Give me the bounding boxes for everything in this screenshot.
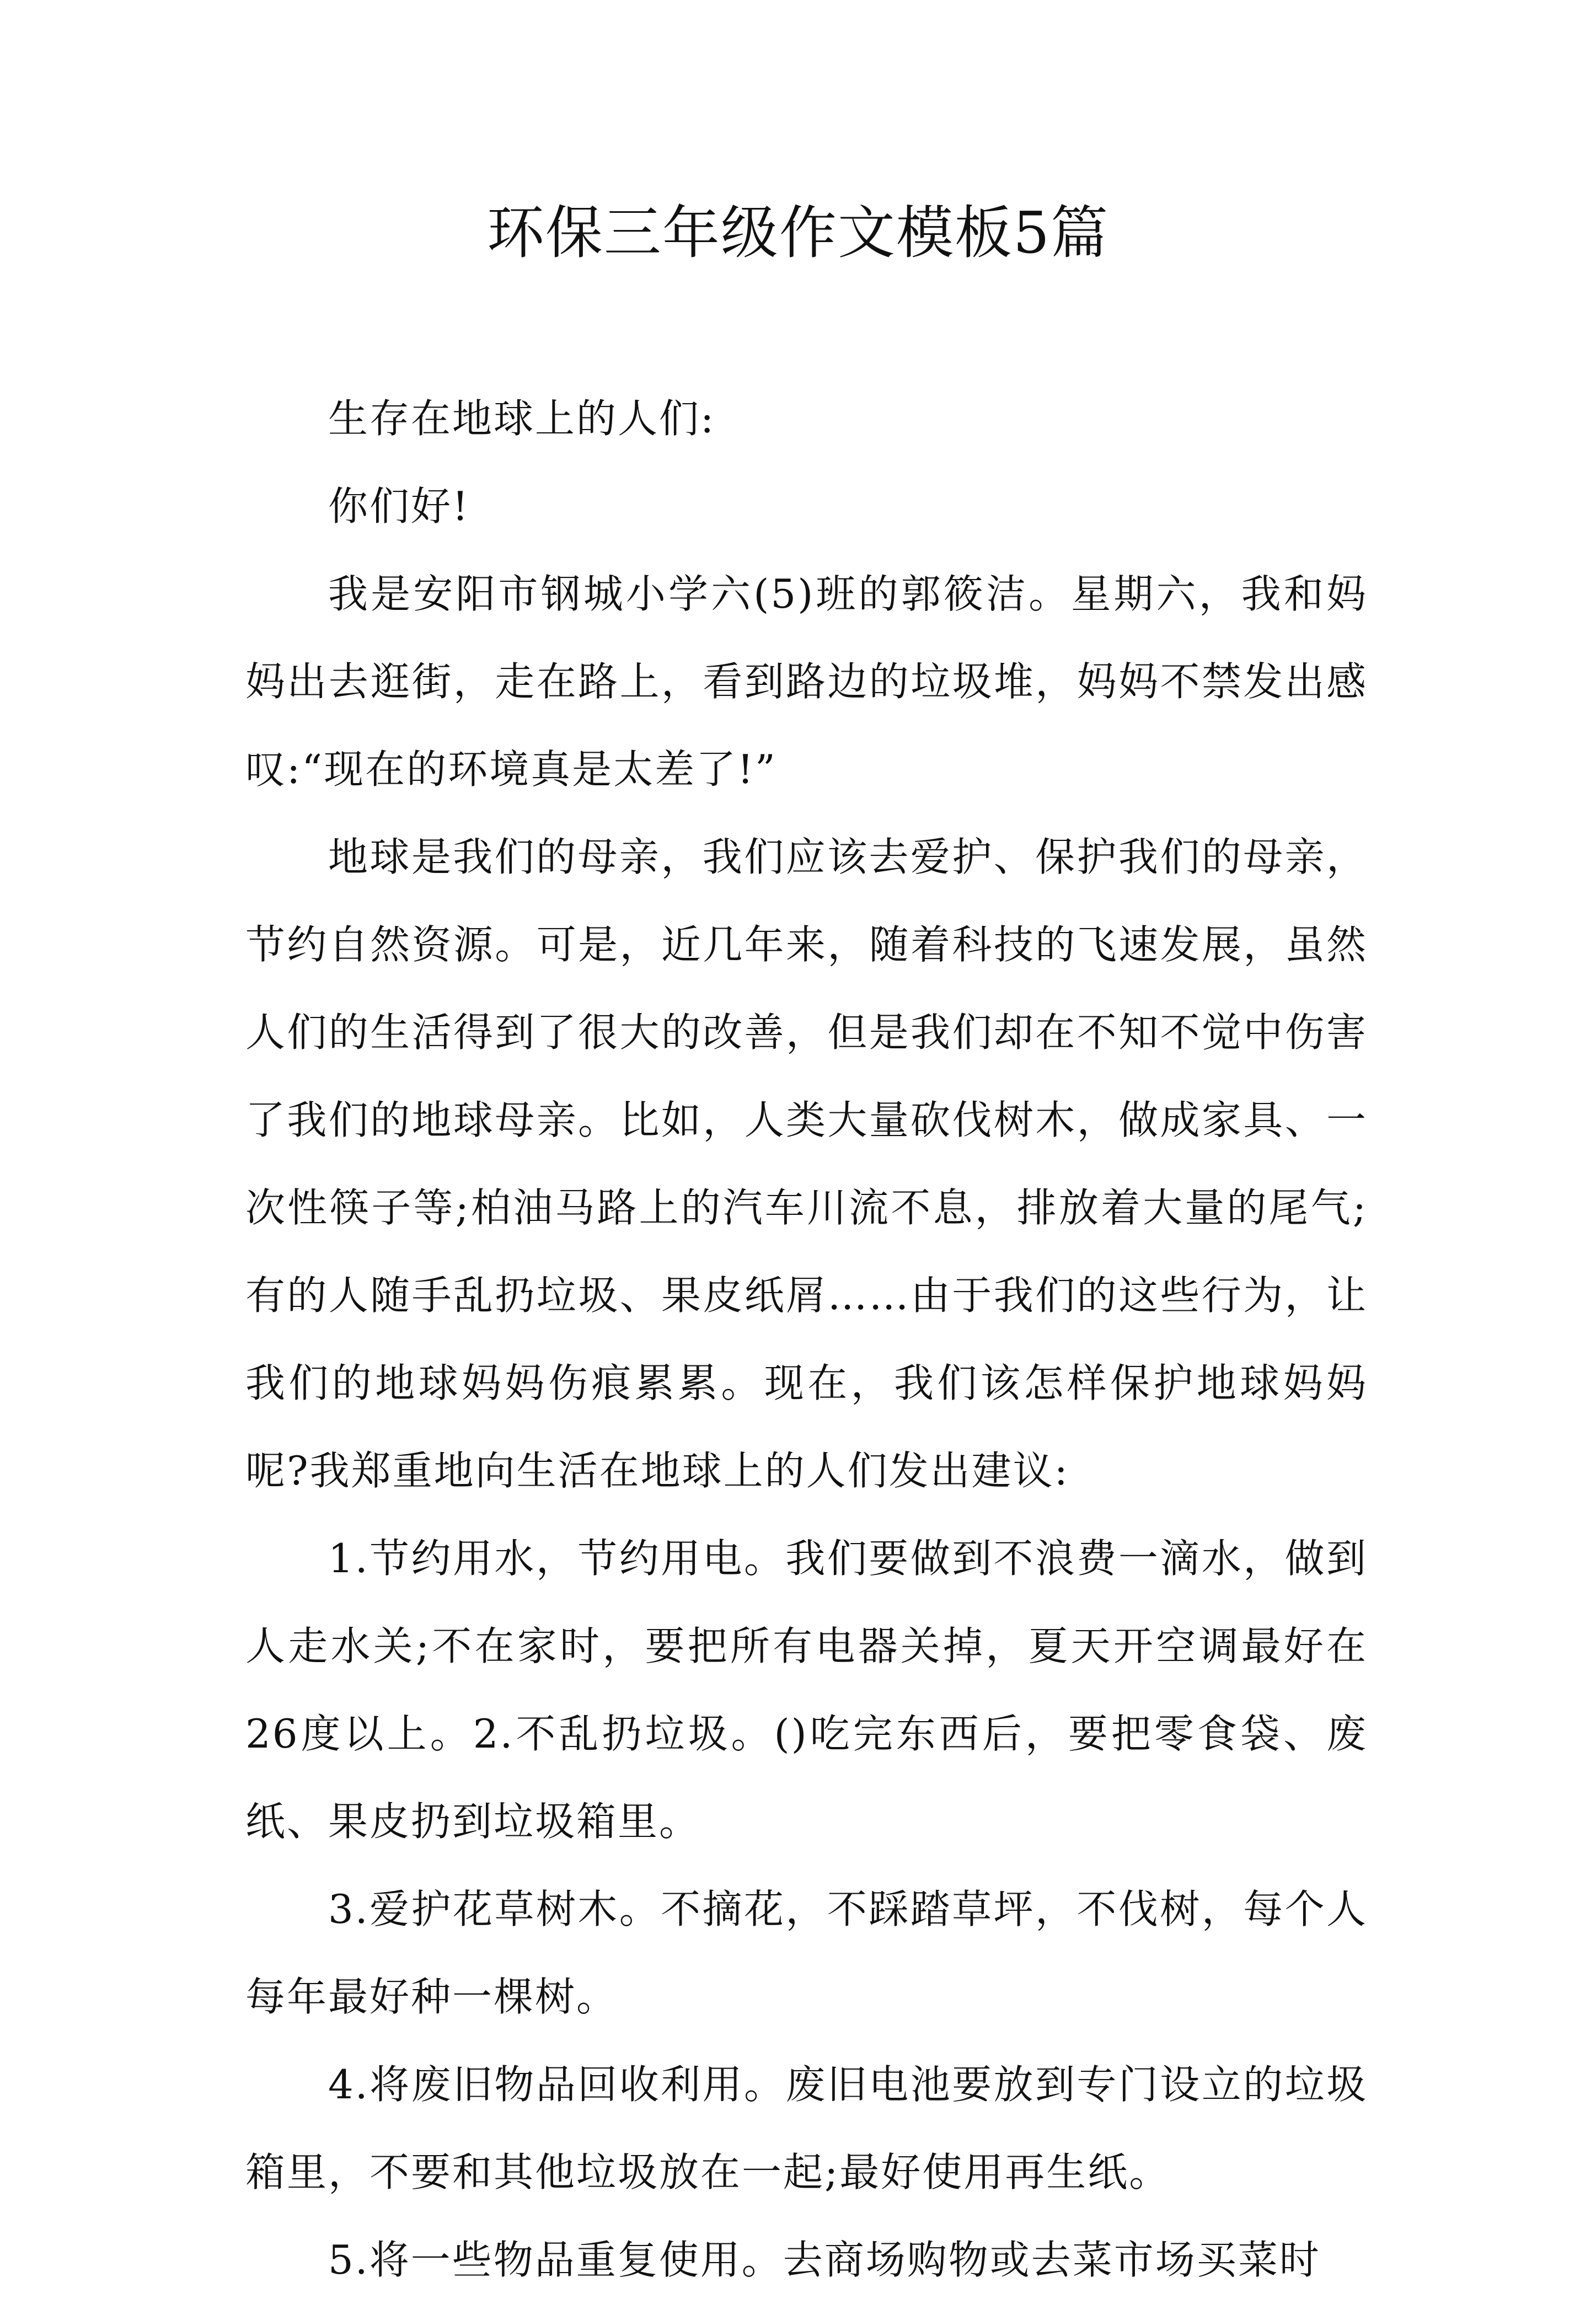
paragraph-suggestion-3: 3.爱护花草树木。不摘花，不踩踏草坪，不伐树，每个人每年最好种一棵树。 bbox=[245, 1886, 1368, 2020]
paragraph-greeting-recipient: 生存在地球上的人们: bbox=[328, 395, 716, 442]
paragraph-suggestion-5: 5.将一些物品重复使用。去商场购物或去菜市场买菜时 bbox=[328, 2237, 1321, 2283]
document-body bbox=[245, 375, 1368, 2304]
paragraph-greeting: 你们好! bbox=[328, 483, 470, 529]
paragraph-earth-mother: 地球是我们的母亲，我们应该去爱护、保护我们的母亲，节约自然资源。可是，近几年来，随着科技的飞速发展，虽然人们的生活得到了很大的改善，但是我们却在不知不觉中伤害了我们的地球母亲。比如，人类大量砍伐树木，做成家具、一次性筷子等;柏油马路上的汽车川流不息，排放着大量的尾气;有的人随手乱扔垃圾、果皮纸屑……由于我们的这些行为，让我们的地球妈妈伤痕累累。现在，我们该怎样保护地球妈妈呢?我郑重地向生活在地球上的人们发出建议: bbox=[245, 834, 1368, 1494]
paragraph-suggestion-4: 4.将废旧物品回收利用。废旧电池要放到专门设立的垃圾箱里，不要和其他垃圾放在一起;最好使用再生纸。 bbox=[245, 2061, 1368, 2195]
paragraph-introduction: 我是安阳市钢城小学六(5)班的郭筱洁。星期六，我和妈妈出去逛街，走在路上，看到路边的垃圾堆，妈妈不禁发出感叹:“现在的环境真是太差了!” bbox=[245, 571, 1368, 792]
document-title: 环保三年级作文模板5篇 bbox=[486, 199, 1110, 266]
paragraph-suggestion-1-2: 1.节约用水，节约用电。我们要做到不浪费一滴水，做到人走水关;不在家时，要把所有电器关掉，夏天开空调最好在26度以上。2.不乱扔垃圾。()吃完东西后，要把零食袋、废纸、果皮扔到垃圾箱里。 bbox=[245, 1535, 1368, 1845]
